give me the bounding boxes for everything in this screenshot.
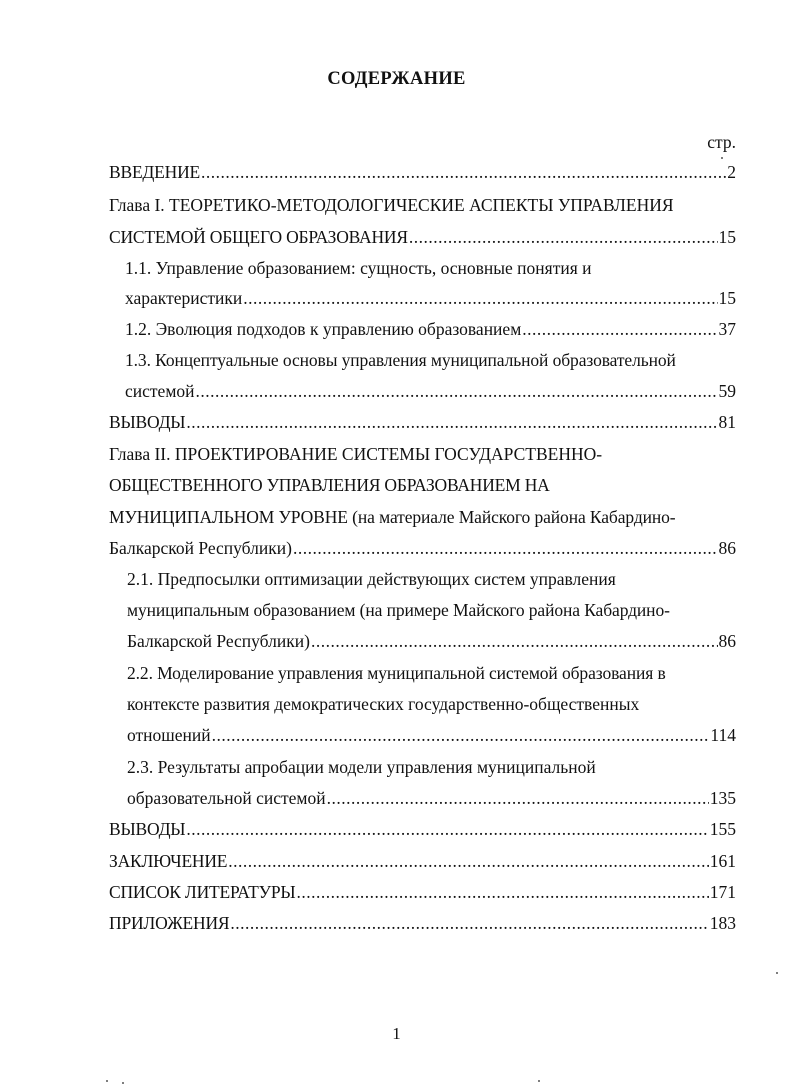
toc-entry-section-1-2[interactable]: [125, 317, 736, 341]
toc-entry-text: СПИСОК ЛИТЕРАТУРЫ: [109, 882, 296, 902]
toc-entry-introduction[interactable]: [109, 160, 736, 184]
toc-page-number: 183: [709, 913, 736, 933]
toc-entry-section-2-3-line-2[interactable]: [127, 786, 736, 810]
toc-entry-text: 1.1. Управление образованием: сущность, основные понятия и: [125, 258, 592, 278]
toc-entry-text: ЗАКЛЮЧЕНИЕ: [109, 851, 228, 871]
toc-page-number: 155: [709, 819, 736, 839]
toc-page-number: 135: [709, 788, 736, 808]
toc-entry-section-2-1-line-2[interactable]: [127, 598, 736, 622]
toc-entry-chapter-1-line-1[interactable]: [109, 193, 736, 217]
toc-entry-text: ОБЩЕСТВЕННОГО УПРАВЛЕНИЯ ОБРАЗОВАНИЕМ НА: [109, 475, 550, 495]
dot-leader: [311, 629, 718, 653]
dot-leader: [409, 225, 718, 249]
scan-speck: [538, 1080, 540, 1082]
toc-entry-section-2-2-line-2[interactable]: [127, 692, 736, 716]
toc-page-number: 81: [718, 412, 736, 432]
toc-page-number: 15: [718, 227, 736, 247]
toc-entry-text: ПРИЛОЖЕНИЯ: [109, 913, 230, 933]
dot-leader: [522, 317, 717, 341]
toc-entry-conclusion[interactable]: [109, 849, 736, 873]
dot-leader: [296, 880, 708, 904]
toc-page-number: 86: [718, 538, 736, 558]
toc-page-number: 37: [718, 319, 736, 339]
dot-leader: [327, 786, 709, 810]
scan-speck: [122, 1082, 124, 1084]
scan-speck: [776, 972, 778, 974]
toc-entry-text: МУНИЦИПАЛЬНОМ УРОВНЕ (на материале Майского района Кабардино-: [109, 507, 676, 527]
toc-page-number: 171: [709, 882, 736, 902]
toc-entry-conclusions-2[interactable]: [109, 817, 736, 841]
toc-entry-text: 2.3. Результаты апробации модели управления муниципальной: [127, 757, 596, 777]
toc-page-number: 2: [727, 162, 736, 182]
toc-entry-text: 1.2. Эволюция подходов к управлению образованием: [125, 319, 522, 339]
toc-entry-section-2-2-line-1[interactable]: [127, 661, 736, 685]
toc-entry-text: отношений: [127, 725, 211, 745]
page-title: СОДЕРЖАНИЕ: [327, 69, 466, 89]
toc-entry-section-1-1-line-2[interactable]: [125, 286, 736, 310]
toc-page-number: 86: [718, 631, 736, 651]
toc-entry-section-2-1-line-3[interactable]: [127, 629, 736, 653]
toc-entry-section-2-1-line-1[interactable]: [127, 567, 736, 591]
dot-leader: [201, 160, 726, 184]
toc-entry-section-1-3-line-2[interactable]: [125, 379, 736, 403]
page-number: 1: [392, 1024, 401, 1043]
dot-leader: [228, 849, 708, 873]
page-column-label: стр.: [707, 132, 736, 152]
toc-entry-text: Балкарской Республики): [127, 631, 310, 651]
dot-leader: [243, 286, 717, 310]
toc-entry-section-1-1-line-1[interactable]: [125, 256, 736, 280]
toc-entry-conclusions-1[interactable]: [109, 410, 736, 434]
dot-leader: [186, 410, 717, 434]
toc-entry-appendices[interactable]: [109, 911, 736, 935]
dot-leader: [186, 817, 708, 841]
toc-entry-text: ВЫВОДЫ: [109, 412, 186, 432]
dot-leader: [196, 379, 718, 403]
toc-entry-chapter-2-line-1[interactable]: [109, 442, 736, 466]
toc-page-number: 114: [710, 725, 736, 745]
toc-entry-text: ВЫВОДЫ: [109, 819, 186, 839]
toc-entry-section-2-2-line-3[interactable]: [127, 723, 736, 747]
scan-speck: [106, 1080, 108, 1082]
toc-entry-chapter-2-line-4[interactable]: [109, 536, 736, 560]
scan-speck: [721, 157, 723, 159]
dot-leader: [230, 911, 708, 935]
toc-entry-text: 1.3. Концептуальные основы управления муниципальной образовательной: [125, 350, 676, 370]
toc-entry-text: Глава I. ТЕОРЕТИКО-МЕТОДОЛОГИЧЕСКИЕ АСПЕКТЫ УПРАВЛЕНИЯ: [109, 195, 674, 215]
toc-page-number: 15: [718, 288, 736, 308]
toc-entry-text: 2.2. Моделирование управления муниципальной системой образования в: [127, 663, 666, 683]
toc-entry-text: Глава II. ПРОЕКТИРОВАНИЕ СИСТЕМЫ ГОСУДАРСТВЕННО-: [109, 444, 603, 464]
toc-entry-text: контексте развития демократических государственно-общественных: [127, 694, 640, 714]
toc-entry-chapter-2-line-2[interactable]: [109, 473, 736, 497]
dot-leader: [212, 723, 710, 747]
toc-entry-text: ВВЕДЕНИЕ: [109, 162, 201, 182]
toc-page-number: 161: [709, 851, 736, 871]
toc-entry-bibliography[interactable]: [109, 880, 736, 904]
toc-entry-chapter-1-line-2[interactable]: [109, 225, 736, 249]
toc-entry-text: образовательной системой: [127, 788, 326, 808]
toc-entry-text: системой: [125, 381, 195, 401]
toc-page-number: 59: [718, 381, 736, 401]
toc-entry-section-2-3-line-1[interactable]: [127, 755, 736, 779]
toc-entry-section-1-3-line-1[interactable]: [125, 348, 736, 372]
toc-entry-text: СИСТЕМОЙ ОБЩЕГО ОБРАЗОВАНИЯ: [109, 227, 408, 247]
dot-leader: [293, 536, 718, 560]
toc-entry-text: Балкарской Республики): [109, 538, 292, 558]
toc-entry-text: характеристики: [125, 288, 243, 308]
toc-entry-text: муниципальным образованием (на примере Майского района Кабардино-: [127, 600, 670, 620]
toc-entry-text: 2.1. Предпосылки оптимизации действующих систем управления: [127, 569, 616, 589]
toc-entry-chapter-2-line-3[interactable]: [109, 505, 736, 529]
